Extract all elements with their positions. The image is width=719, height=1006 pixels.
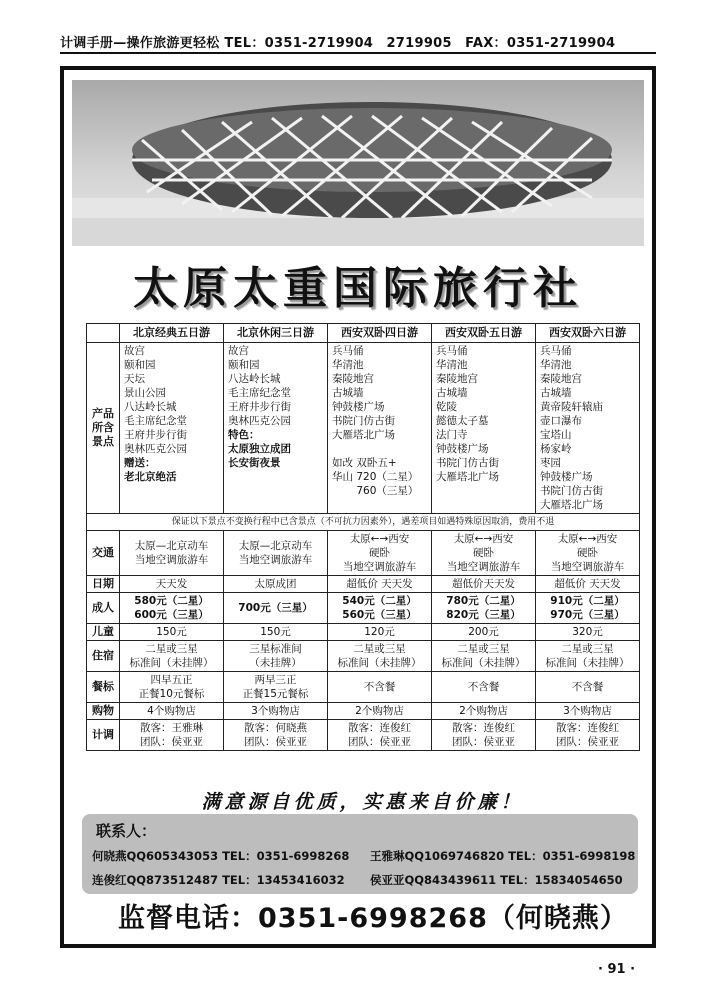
row-label: 儿童	[87, 624, 120, 641]
cell-line: 2个购物店	[355, 705, 404, 717]
table-cell	[224, 593, 328, 624]
contact-box	[82, 814, 638, 894]
sites-label: 产品 所含 景点	[87, 343, 120, 514]
site-item: 毛主席纪念堂	[124, 415, 187, 427]
cell-line: 标准间（未挂牌）	[545, 657, 630, 669]
table-row	[87, 531, 640, 576]
site-item: 法门寺	[436, 429, 468, 441]
cell-line: 标准间（未挂牌）	[441, 657, 526, 669]
site-item: 毛主席纪念堂	[228, 387, 291, 399]
cell-line: 太原成团	[254, 578, 297, 590]
cell-line: （未挂牌）	[249, 657, 302, 669]
page-number: · 91 ·	[598, 962, 636, 977]
cell-line: 二星或三星	[353, 643, 406, 655]
sites-cell	[224, 343, 328, 514]
cell-line: 太原—北京动车	[238, 540, 313, 552]
header-divider	[60, 52, 656, 54]
site-item: 如改 双卧五+	[332, 457, 397, 469]
cell-line: 2个购物店	[459, 705, 508, 717]
cell-line: 820元（三星）	[446, 609, 521, 621]
table-cell	[328, 593, 432, 624]
sites-cell	[328, 343, 432, 514]
cell-line: 天天发	[155, 578, 188, 590]
table-cell	[224, 720, 328, 751]
row-label: 住宿	[87, 641, 120, 672]
site-item: 太原独立成团	[228, 443, 291, 455]
site-item: 乾陵	[436, 401, 457, 413]
cell-line: 标准间（未挂牌）	[337, 657, 422, 669]
site-item: 故宫	[124, 345, 145, 357]
cell-line: 太原←→西安	[453, 533, 514, 545]
row-label: 购物	[87, 703, 120, 720]
table-cell	[536, 593, 640, 624]
cell-line: 二星或三星	[457, 643, 510, 655]
site-item: 钟鼓楼广场	[540, 471, 593, 483]
cell-line: 580元（二星）	[134, 595, 209, 607]
table-cell	[224, 624, 328, 641]
table-cell	[120, 576, 224, 593]
stadium-photo	[72, 80, 644, 246]
row-label: 餐标	[87, 672, 120, 703]
cell-line: 硬卧	[473, 547, 494, 559]
site-item: 兵马俑	[540, 345, 572, 357]
site-item: 天坛	[124, 373, 145, 385]
sites-row	[87, 343, 640, 514]
column-header: 西安双卧五日游	[432, 324, 536, 343]
sites-cell	[120, 343, 224, 514]
cell-line: 560元（三星）	[342, 609, 417, 621]
site-item: 钟鼓楼广场	[332, 401, 385, 413]
site-item: 古城墙	[436, 387, 468, 399]
cell-line: 太原←→西安	[557, 533, 618, 545]
contact-line: 侯亚亚QQ843439611 TEL：15834054650	[370, 873, 623, 887]
table-cell	[328, 720, 432, 751]
table-cell	[328, 641, 432, 672]
cell-line: 二星或三星	[561, 643, 614, 655]
cell-line: 700元（三星）	[238, 602, 313, 614]
site-item: 钟鼓楼广场	[436, 443, 489, 455]
cell-line: 散客：何晓燕	[244, 722, 307, 734]
table-row	[87, 641, 640, 672]
cell-line: 超低价 天天发	[346, 578, 413, 590]
tour-price-table	[86, 323, 640, 751]
contact-title: 联系人：	[96, 822, 157, 840]
stadium-icon	[72, 80, 644, 246]
cell-line: 3个购物店	[251, 705, 300, 717]
contact-line: 何晓燕QQ605343053 TEL：0351-6998268	[92, 849, 350, 863]
row-label: 成人	[87, 593, 120, 624]
table-row	[87, 672, 640, 703]
table-cell	[432, 720, 536, 751]
site-item: 古城墙	[332, 387, 364, 399]
slogan: 满意源自优质，实惠来自价廉！	[201, 791, 524, 813]
table-row	[87, 703, 640, 720]
cell-line: 团队：侯亚亚	[452, 736, 515, 748]
site-item	[332, 442, 427, 456]
site-item: 秦陵地宫	[332, 373, 374, 385]
cell-line: 散客：连俊红	[556, 722, 619, 734]
site-item: 760（三星）	[332, 485, 419, 497]
site-item: 颐和园	[124, 359, 156, 371]
table-cell	[432, 641, 536, 672]
cell-line: 不含餐	[571, 681, 604, 693]
site-item: 兵马俑	[332, 345, 364, 357]
table-cell	[432, 703, 536, 720]
table-header-row	[87, 324, 640, 343]
table-corner	[87, 324, 120, 343]
site-item: 长安街夜景	[228, 457, 281, 469]
table-cell	[120, 720, 224, 751]
contact-line: 连俊红QQ873512487 TEL：13453416032	[92, 873, 345, 887]
column-header: 西安双卧六日游	[536, 324, 640, 343]
site-item: 故宫	[228, 345, 249, 357]
table-cell	[432, 593, 536, 624]
table-row	[87, 720, 640, 751]
cell-line: 团队：侯亚亚	[140, 736, 203, 748]
table-cell	[224, 531, 328, 576]
cell-line: 硬卧	[577, 547, 598, 559]
table-cell	[536, 641, 640, 672]
site-item: 杨家岭	[540, 443, 572, 455]
cell-line: 太原←→西安	[349, 533, 410, 545]
site-item: 兵马俑	[436, 345, 468, 357]
cell-line: 910元（二星）	[550, 595, 625, 607]
cell-line: 4个购物店	[147, 705, 196, 717]
table-cell	[120, 641, 224, 672]
site-item: 王府井步行街	[124, 429, 187, 441]
note-text: 保证以下景点不变换行程中已含景点（不可抗力因素外），遇差项目如遇特殊原因取消，费用不退	[87, 514, 640, 531]
column-header: 北京休闲三日游	[224, 324, 328, 343]
cell-line: 正餐15元餐标	[242, 688, 309, 700]
cell-line: 120元	[364, 626, 395, 638]
site-item: 壶口瀑布	[540, 415, 582, 427]
row-label: 计调	[87, 720, 120, 751]
table-cell	[328, 672, 432, 703]
table-cell	[432, 624, 536, 641]
site-item: 特色：	[228, 429, 260, 441]
site-item: 华清池	[436, 359, 468, 371]
site-item: 大雁塔北广场	[332, 429, 395, 441]
cell-line: 团队：侯亚亚	[244, 736, 307, 748]
site-item: 秦陵地宫	[540, 373, 582, 385]
cell-line: 150元	[260, 626, 291, 638]
site-item: 枣园	[540, 457, 561, 469]
site-item: 书院门仿古街	[540, 485, 603, 497]
sites-cell	[536, 343, 640, 514]
cell-line: 标准间（未挂牌）	[129, 657, 214, 669]
row-label: 交通	[87, 531, 120, 576]
table-cell	[328, 703, 432, 720]
table-row	[87, 624, 640, 641]
site-item: 黄帝陵轩辕庙	[540, 401, 603, 413]
cell-line: 当地空调旅游车	[238, 554, 313, 566]
cell-line: 当地空调旅游车	[550, 561, 625, 573]
table-cell	[224, 703, 328, 720]
site-item: 华山 720（二星）	[332, 471, 419, 483]
site-item: 赠送：	[124, 457, 156, 469]
sites-cell	[432, 343, 536, 514]
table-cell	[224, 672, 328, 703]
table-cell	[432, 672, 536, 703]
site-item: 懿德太子墓	[436, 415, 489, 427]
site-item: 大雁塔北广场	[540, 499, 603, 511]
cell-line: 超低价 天天发	[554, 578, 621, 590]
cell-line: 散客：连俊红	[348, 722, 411, 734]
table-cell	[536, 720, 640, 751]
cell-line: 当地空调旅游车	[342, 561, 417, 573]
note-row	[87, 514, 640, 531]
site-item: 八达岭长城	[228, 373, 281, 385]
cell-line: 团队：侯亚亚	[348, 736, 411, 748]
site-item: 老北京绝活	[124, 471, 177, 483]
cell-line: 200元	[468, 626, 499, 638]
table-row	[87, 576, 640, 593]
agency-name: 太原太重国际旅行社	[133, 263, 583, 314]
site-item: 华清池	[540, 359, 572, 371]
table-cell	[224, 641, 328, 672]
column-header: 西安双卧四日游	[328, 324, 432, 343]
cell-line: 三星标准间	[249, 643, 302, 655]
table-cell	[224, 576, 328, 593]
cell-line: 四早五正	[150, 674, 193, 686]
site-item: 八达岭长城	[124, 401, 177, 413]
site-item: 景山公园	[124, 387, 166, 399]
cell-line: 二星或三星	[145, 643, 198, 655]
table-cell	[120, 531, 224, 576]
cell-line: 3个购物店	[563, 705, 612, 717]
cell-line: 不含餐	[363, 681, 396, 693]
table-cell	[120, 593, 224, 624]
site-item: 王府井步行街	[228, 401, 291, 413]
cell-line: 两早三正	[254, 674, 297, 686]
cell-line: 320元	[572, 626, 603, 638]
supervision-hotline: 监督电话：0351-6998268（何晓燕）	[118, 903, 628, 934]
table-cell	[328, 624, 432, 641]
site-item: 古城墙	[540, 387, 572, 399]
cell-line: 超低价天天发	[452, 578, 515, 590]
table-cell	[536, 703, 640, 720]
cell-line: 正餐10元餐标	[138, 688, 205, 700]
cell-line: 当地空调旅游车	[446, 561, 521, 573]
site-item: 书院门仿古街	[436, 457, 499, 469]
contact-line: 王雅琳QQ1069746820 TEL：0351-6998198	[370, 849, 636, 863]
site-item: 宝塔山	[540, 429, 572, 441]
table-row	[87, 593, 640, 624]
site-item: 奥林匹克公园	[228, 415, 291, 427]
site-item: 奥林匹克公园	[124, 443, 187, 455]
cell-line: 散客：王雅琳	[140, 722, 203, 734]
table-cell	[536, 531, 640, 576]
site-item: 大雁塔北广场	[436, 471, 499, 483]
cell-line: 硬卧	[369, 547, 390, 559]
site-item: 颐和园	[228, 359, 260, 371]
table-cell	[536, 624, 640, 641]
site-item: 华清池	[332, 359, 364, 371]
table-cell	[432, 576, 536, 593]
table-cell	[328, 576, 432, 593]
page-header: 计调手册—操作旅游更轻松 TEL：0351-2719904 2719905 FAX：0351-2719904	[60, 36, 616, 51]
cell-line: 散客：连俊红	[452, 722, 515, 734]
table-cell	[120, 703, 224, 720]
table-cell	[120, 672, 224, 703]
table-cell	[328, 531, 432, 576]
cell-line: 540元（二星）	[342, 595, 417, 607]
cell-line: 970元（三星）	[550, 609, 625, 621]
site-item: 秦陵地宫	[436, 373, 478, 385]
table-cell	[536, 576, 640, 593]
cell-line: 团队：侯亚亚	[556, 736, 619, 748]
cell-line: 600元（三星）	[134, 609, 209, 621]
column-header: 北京经典五日游	[120, 324, 224, 343]
cell-line: 不含餐	[467, 681, 500, 693]
row-label: 日期	[87, 576, 120, 593]
table-cell	[536, 672, 640, 703]
cell-line: 当地空调旅游车	[134, 554, 209, 566]
cell-line: 太原—北京动车	[134, 540, 209, 552]
site-item: 书院门仿古街	[332, 415, 395, 427]
table-cell	[120, 624, 224, 641]
cell-line: 780元（二星）	[446, 595, 521, 607]
table-cell	[432, 531, 536, 576]
cell-line: 150元	[156, 626, 187, 638]
